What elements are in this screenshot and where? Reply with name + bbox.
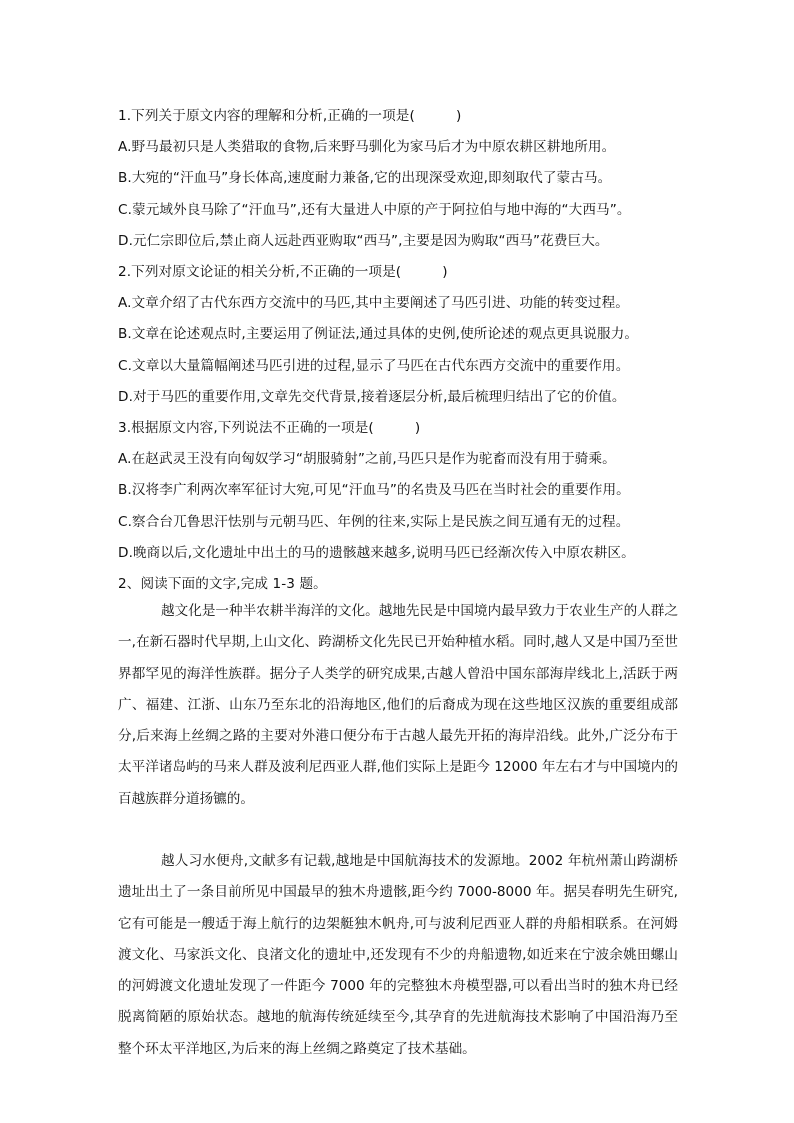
section-2-heading: 2、阅读下面的文字,完成 1-3 题。 [118, 576, 327, 592]
passage-paragraph-2: 越人习水便舟,文献多有记载,越地是中国航海技术的发源地。2002 年杭州萧山跨湖桥遗址出土了一条目前所见中国最早的独木舟遗骸,距今约 7000-8000 年。据吴春明先生研究,它有可能是一艘适于海上航行的边架艇独木帆舟,可与波利尼西亚人群的舟船相联系。在河姆渡文化、马家浜文化、良渚文化的遗址中,还发现有不少的舟船遗物,如近来在宁波余姚田螺山的河姆渡文化遗址发现了一件距今 7000 年的完整独木舟模型器,可以看出当时的独木舟已经脱离简陋的原始状态。越地的航海传统延续至今,其孕育的先进航海技术影响了中国沿海乃至整个环太平洋地区,为后来的海上丝绸之路奠定了技术基础。 [118, 853, 678, 1057]
question-2-option-b: B.文章在论述观点时,主要运用了例证法,通过具体的史例,使所论述的观点更具说服力。 [118, 326, 639, 342]
question-1-option-c: C.蒙元域外良马除了“汗血马”,还有大量进人中原的产于阿拉伯与地中海的“大西马”。 [118, 202, 631, 218]
question-3-option-d: D.晚商以后,文化遗址中出土的马的遗骸越来越多,说明马匹已经渐次传入中原农耕区。 [118, 545, 635, 561]
question-2-option-a: A.文章介绍了古代东西方交流中的马匹,其中主要阐述了马匹引进、功能的转变过程。 [118, 295, 629, 311]
question-1-option-d: D.元仁宗即位后,禁止商人远赴西亚购取“西马”,主要是因为购取“西马”花费巨大。 [118, 233, 609, 249]
question-1-option-b: B.大宛的“汗血马”身长体高,速度耐力兼备,它的出现深受欢迎,即刻取代了蒙古马。 [118, 170, 612, 186]
passage-paragraph-1: 越文化是一种半农耕半海洋的文化。越地先民是中国境内最早致力于农业生产的人群之一,在新石器时代早期,上山文化、跨湖桥文化先民已开始种植水稻。同时,越人又是中国乃至世界都罕见的海洋性族群。据分子人类学的研究成果,古越人曾沿中国东部海岸线北上,活跃于两广、福建、江浙、山东乃至东北的沿海地区,他们的后裔成为现在这些地区汉族的重要组成部分,后来海上丝绸之路的主要对外港口便分布于古越人最先开拓的海岸沿线。此外,广泛分布于太平洋诸岛屿的马来人群及波利尼西亚人群,他们实际上是距今 12000 年左右才与中国境内的百越族群分道扬镳的。 [118, 603, 678, 807]
question-3-option-b: B.汉将李广利两次率军征讨大宛,可见“汗血马”的名贵及马匹在当时社会的重要作用。 [118, 482, 630, 498]
question-1-option-a: A.野马最初只是人类猎取的食物,后来野马驯化为家马后才为中原农耕区耕地所用。 [118, 139, 616, 155]
question-1-stem: 1.下列关于原文内容的理解和分析,正确的一项是( ) [118, 108, 462, 124]
question-3-stem: 3.根据原文内容,下列说法不正确的一项是( ) [118, 420, 421, 436]
question-3-option-a: A.在赵武灵王没有向匈奴学习“胡服骑射”之前,马匹只是作为驼畜而没有用于骑乘。 [118, 451, 616, 467]
question-2-option-c: C.文章以大量篇幅阐述马匹引进的过程,显示了马匹在古代东西方交流中的重要作用。 [118, 358, 630, 374]
question-2-option-d: D.对于马匹的重要作用,文章先交代背景,接着逐层分析,最后梳理归结出了它的价值。 [118, 389, 626, 405]
question-3-option-c: C.察合台兀鲁思汗怯别与元朝马匹、年例的往来,实际上是民族之间互通有无的过程。 [118, 514, 630, 530]
question-2-stem: 2.下列对原文论证的相关分析,不正确的一项是( ) [118, 264, 448, 280]
